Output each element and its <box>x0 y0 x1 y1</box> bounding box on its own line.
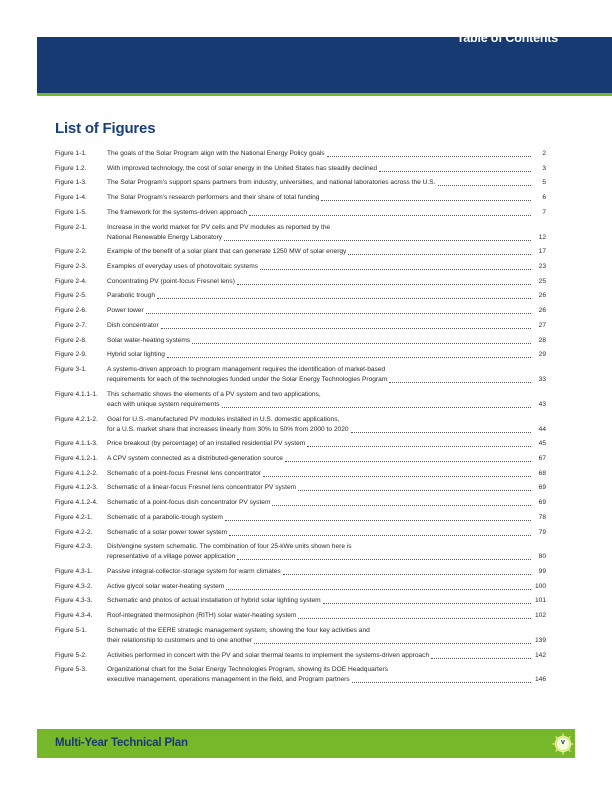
figure-entry[interactable] <box>55 483 546 493</box>
figure-list <box>55 149 546 690</box>
dot-leader <box>237 559 531 560</box>
figure-entry[interactable] <box>55 178 546 188</box>
figure-number: Figure 4.1.2-2. <box>55 469 98 477</box>
figure-caption-line: Example of the benefit of a solar plant that can generate 1250 MW of solar energy <box>107 248 347 256</box>
figure-caption-line: representative of a village power application <box>107 553 236 561</box>
figure-number: Figure 2-6. <box>55 307 87 315</box>
figure-caption-line: Dish concentrator <box>107 321 159 329</box>
section-title: List of Figures <box>55 120 156 137</box>
figure-page-number: 67 <box>538 454 546 462</box>
figure-entry[interactable] <box>55 513 546 523</box>
figure-page-number: 78 <box>538 513 546 521</box>
figure-entry[interactable] <box>55 596 546 606</box>
figure-entry[interactable] <box>55 149 546 159</box>
figure-page-number: 25 <box>538 277 546 285</box>
figure-entry[interactable] <box>55 528 546 538</box>
figure-page-number: 12 <box>538 233 546 241</box>
figure-entry[interactable] <box>55 321 546 331</box>
figure-page-number: 80 <box>538 553 546 561</box>
figure-entry[interactable] <box>55 390 546 410</box>
figure-number: Figure 1-5. <box>55 208 87 216</box>
figure-page-number: 28 <box>538 336 546 344</box>
figure-caption-line: Passive integral-collector-storage system for warm climates <box>107 567 281 575</box>
figure-caption-line: The framework for the systems-driven approach <box>107 208 247 216</box>
dot-leader <box>379 171 531 172</box>
dot-leader <box>283 574 531 575</box>
figure-entry[interactable] <box>55 193 546 203</box>
figure-page-number: 146 <box>534 676 546 684</box>
figure-entry[interactable] <box>55 336 546 346</box>
dot-leader <box>323 603 531 604</box>
figure-entry[interactable] <box>55 542 546 562</box>
figure-number: Figure 4.1.1-1. <box>55 390 98 398</box>
figure-number: Figure 5-2. <box>55 651 87 659</box>
figure-entry[interactable] <box>55 567 546 577</box>
figure-page-number: 27 <box>538 321 546 329</box>
figure-caption-line: The Solar Program’s research performers and their share of total funding <box>107 194 320 202</box>
dot-leader <box>161 328 531 329</box>
figure-number: Figure 4.2-1. <box>55 513 93 521</box>
figure-caption-line: Schematic and photos of actual installation of hybrid solar lighting system <box>107 597 321 605</box>
dot-leader <box>225 520 531 521</box>
figure-caption-line: Organizational chart for the Solar Energy Technologies Program, showing its DOE Headquarters <box>107 666 388 674</box>
figure-page-number: 2 <box>542 150 546 157</box>
figure-caption-line: National Renewable Energy Laboratory <box>107 233 223 241</box>
figure-entry[interactable] <box>55 469 546 479</box>
figure-number: Figure 4.1.2-3. <box>55 484 98 492</box>
dot-leader <box>327 156 531 157</box>
figure-number: Figure 4.2.1-2. <box>55 415 98 423</box>
figure-caption-line: Increase in the world market for PV cells and PV modules as reported by the <box>107 223 331 231</box>
figure-caption-line: Concentrating PV (point-focus Fresnel lens) <box>107 277 235 285</box>
figure-number: Figure 2-8. <box>55 336 87 344</box>
page-number: v <box>561 739 565 746</box>
figure-caption-line: A CPV system connected as a distributed-generation source <box>107 454 283 462</box>
dot-leader <box>431 658 531 659</box>
figure-caption-line: This schematic shows the elements of a PV system and two applications, <box>107 390 321 398</box>
figure-caption-line: Activities performed in concert with the PV and solar thermal teams to implement the systems-driven approach <box>107 651 430 659</box>
dot-leader <box>222 407 531 408</box>
figure-number: Figure 3-1. <box>55 366 87 374</box>
header-rule <box>37 93 612 96</box>
figure-number: Figure 2-2. <box>55 248 87 256</box>
dot-leader <box>285 461 531 462</box>
figure-entry[interactable] <box>55 262 546 272</box>
figure-entry[interactable] <box>55 454 546 464</box>
dot-leader <box>389 382 531 383</box>
figure-caption-line: Schematic of the EERE strategic management system, showing the four key activities and <box>107 626 370 634</box>
dot-leader <box>146 313 531 314</box>
figure-caption-line: With improved technology, the cost of solar energy in the United States has steadily declined <box>107 164 378 172</box>
dot-leader <box>307 446 531 447</box>
figure-entry[interactable] <box>55 164 546 174</box>
figure-entry[interactable] <box>55 582 546 592</box>
dot-leader <box>272 505 531 506</box>
figure-entry[interactable] <box>55 350 546 360</box>
figure-page-number: 69 <box>538 484 546 492</box>
figure-page-number: 6 <box>542 194 546 202</box>
figure-page-number: 142 <box>534 651 546 659</box>
figure-page-number: 45 <box>538 440 546 448</box>
figure-entry[interactable] <box>55 611 546 621</box>
dot-leader <box>167 357 531 358</box>
figure-entry[interactable] <box>55 439 546 449</box>
figure-page-number: 102 <box>534 612 546 620</box>
figure-entry[interactable] <box>55 651 546 661</box>
figure-page-number: 43 <box>538 400 546 408</box>
figure-number: Figure 1-3. <box>55 179 87 187</box>
figure-caption-line: Schematic of a parabolic-trough system <box>107 513 223 521</box>
figure-caption-line: their relationship to customers and to one another <box>107 636 253 644</box>
dot-leader <box>298 618 531 619</box>
dot-leader <box>438 185 532 186</box>
dot-leader <box>352 682 531 683</box>
figure-caption-line: The goals of the Solar Program align with the National Energy Policy goals <box>107 150 325 157</box>
figure-caption-line: Schematic of a solar power tower system <box>107 528 228 536</box>
figure-caption-line: Schematic of a linear-focus Fresnel lens concentrator PV system <box>107 484 297 492</box>
figure-number: Figure 4.3-1. <box>55 567 93 575</box>
dot-leader <box>249 215 531 216</box>
figure-page-number: 99 <box>538 567 546 575</box>
figure-number: Figure 2-4. <box>55 277 87 285</box>
footer-title: Multi-Year Technical Plan <box>55 737 188 749</box>
figure-number: Figure 1.2. <box>55 164 87 172</box>
figure-number: Figure 4.2-3. <box>55 543 93 551</box>
figure-entry[interactable] <box>55 247 546 257</box>
figure-entry[interactable] <box>55 498 546 508</box>
figure-entry[interactable] <box>55 277 546 287</box>
figure-number: Figure 2-9. <box>55 351 87 359</box>
dot-leader <box>237 284 531 285</box>
dot-leader <box>192 343 531 344</box>
figure-entry[interactable] <box>55 223 546 243</box>
figure-caption-line: Dish/engine system schematic. The combination of four 25-kWe units shown here is <box>107 543 352 551</box>
figure-caption-line: for a U.S. market share that increases linearly from 30% to 50% from 2000 to 2020 <box>107 425 349 433</box>
figure-page-number: 69 <box>538 499 546 507</box>
figure-caption-line: executive management, operations management in the field, and Program partners <box>107 676 350 684</box>
figure-page-number: 5 <box>542 179 546 187</box>
figure-caption-line: requirements for each of the technologies funded under the Solar Energy Technologies Program <box>107 376 388 384</box>
figure-number: Figure 4.3-2. <box>55 582 93 590</box>
figure-caption-line: Examples of everyday uses of photovoltaic systems <box>107 263 258 271</box>
figure-entry[interactable] <box>55 626 546 646</box>
figure-entry[interactable] <box>55 415 546 435</box>
figure-number: Figure 2-1. <box>55 223 87 231</box>
figure-page-number: 68 <box>538 469 546 477</box>
figure-caption-line: Solar water-heating systems <box>107 336 191 344</box>
figure-number: Figure 1-1. <box>55 150 87 157</box>
figure-number: Figure 2-5. <box>55 292 87 300</box>
figure-page-number: 100 <box>534 582 546 590</box>
dot-leader <box>226 589 531 590</box>
header-title: Table of Contents <box>456 31 558 45</box>
dot-leader <box>229 535 531 536</box>
dot-leader <box>254 643 531 644</box>
figure-entry[interactable] <box>55 365 546 385</box>
figure-caption-line: Roof-integrated thermosiphon (RITH) solar water-heating system <box>107 612 297 620</box>
figure-page-number: 29 <box>538 351 546 359</box>
dot-leader <box>321 200 531 201</box>
figure-page-number: 3 <box>542 164 546 172</box>
figure-page-number: 33 <box>538 376 546 384</box>
figure-number: Figure 4.1.2-1. <box>55 454 98 462</box>
figure-caption-line: Power tower <box>107 307 144 315</box>
figure-caption-line: Goal for U.S.-manufactured PV modules installed in U.S. domestic applications, <box>107 415 340 423</box>
figure-caption-line: Schematic of a point-focus Fresnel lens concentrator <box>107 469 261 477</box>
dot-leader <box>263 476 531 477</box>
figure-page-number: 79 <box>538 528 546 536</box>
figure-number: Figure 4.3-4. <box>55 612 93 620</box>
figure-caption-line: Schematic of a point-focus dish concentrator PV system <box>107 499 271 507</box>
figure-page-number: 44 <box>538 425 546 433</box>
figure-number: Figure 2-3. <box>55 263 87 271</box>
figure-page-number: 26 <box>538 292 546 300</box>
figure-entry[interactable] <box>55 665 546 685</box>
figure-caption-line: A systems-driven approach to program management requires the identification of market-based <box>107 366 386 374</box>
figure-number: Figure 5-3. <box>55 666 87 674</box>
dot-leader <box>348 254 531 255</box>
figure-number: Figure 1-4. <box>55 194 87 202</box>
figure-page-number: 139 <box>534 636 546 644</box>
dot-leader <box>224 240 531 241</box>
figure-number: Figure 5-1. <box>55 626 87 634</box>
figure-caption-line: Price breakout (by percentage) of an installed residential PV system <box>107 440 306 448</box>
dot-leader <box>260 269 531 270</box>
figure-page-number: 7 <box>542 208 546 216</box>
figure-caption-line: each with unique system requirements <box>107 400 220 408</box>
figure-caption-line: Active glycol solar water-heating system <box>107 582 225 590</box>
figure-caption-line: Hybrid solar lighting <box>107 351 165 359</box>
figure-number: Figure 4.1.2-4. <box>55 499 98 507</box>
dot-leader <box>298 490 531 491</box>
figure-page-number: 17 <box>538 248 546 256</box>
figure-caption-line: The Solar Program’s support spans partners from industry, universities, and national laboratories across the U.S. <box>107 179 436 187</box>
header-band <box>37 37 612 93</box>
figure-number: Figure 4.1.1-3. <box>55 440 98 448</box>
figure-number: Figure 2-7. <box>55 321 87 329</box>
figure-entry[interactable] <box>55 291 546 301</box>
figure-page-number: 23 <box>538 263 546 271</box>
figure-entry[interactable] <box>55 306 546 316</box>
figure-page-number: 101 <box>534 597 546 605</box>
figure-number: Figure 4.3-3. <box>55 597 93 605</box>
dot-leader <box>157 298 531 299</box>
figure-number: Figure 4.2-2. <box>55 528 93 536</box>
figure-caption-line: Parabolic trough <box>107 292 156 300</box>
figure-page-number: 26 <box>538 307 546 315</box>
dot-leader <box>351 432 531 433</box>
figure-entry[interactable] <box>55 208 546 218</box>
